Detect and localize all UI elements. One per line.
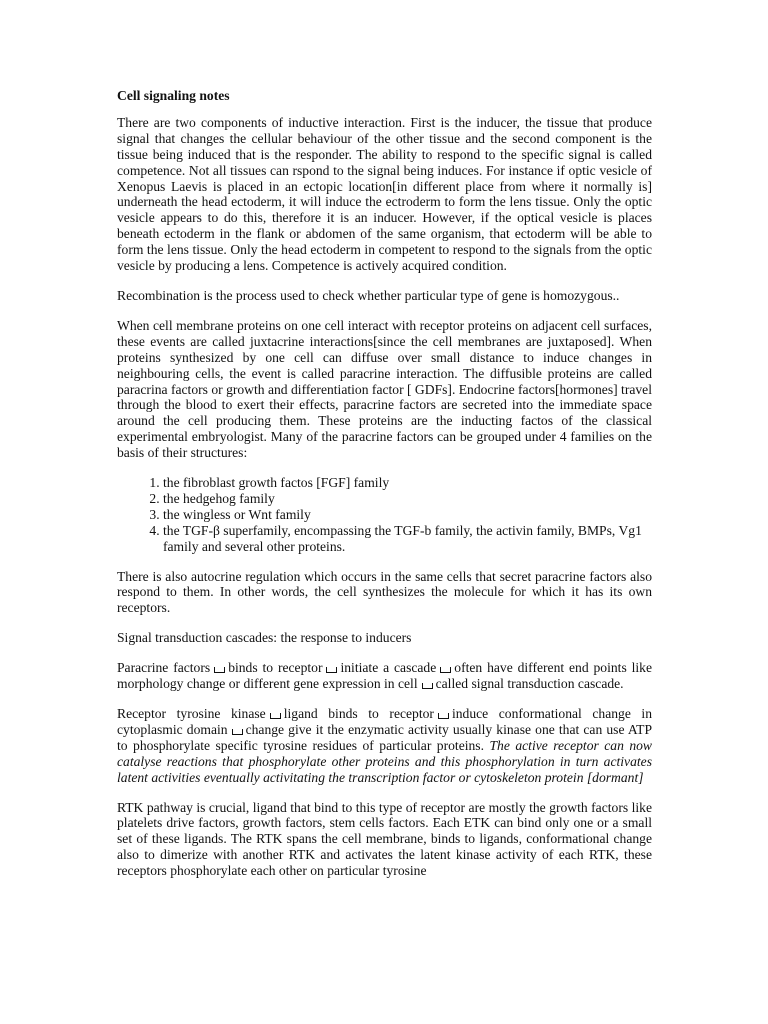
paragraph-juxtacrine-paracrine: When cell membrane proteins on one cell interact with receptor proteins on adjacent cell surfaces, these events are called juxtacrine interactions[since the cell membranes are juxtaposed]. When proteins synthesized by one cell can diffuse over small distance to induce changes in neighbouring cells, the event is called paracrine interaction. The diffusible proteins are called paracrina factors or growth and differentiation factor [ GDFs]. Endocrine factors[hormones] travel through the blood to exert their effects, paracrine factors are secreted into the immediate space around the cell producing them. These proteins are the inducting factos of the classical experimental embryologist. Many of the paracrine factors can be grouped under 4 families on the basis of their structures: <box>117 317 652 461</box>
paragraph-paracrine-cascade <box>117 660 652 692</box>
list-item: 4. the TGF-β superfamily, encompassing the TGF-b family, the activin family, BMPs, Vg1 family and several other proteins. <box>163 523 652 555</box>
paragraph-rtk-pathway: RTK pathway is crucial, ligand that bind to this type of receptor are mostly the growth factors like platelets drive factors, growth factors, stem cells factors. Each ETK can bind only one or a small set of these ligands. The RTK spans the cell membrane, binds to ligands, conformational change also to dimerize with another RTK and activates the latent kinase activity of each RTK, these receptors phosphorylate each other on particular tyrosine <box>117 799 652 879</box>
text-segment: change give it the enzymatic activity usually kinase one that can use ATP to phosphorylate specific tyrosine residues of particular proteins. <box>117 721 653 753</box>
paragraph-receptor-tyrosine-kinase <box>117 706 652 786</box>
text-segment: often have different end points like morphology change or different gene expression in cell <box>117 660 652 692</box>
paragraph-inductive-interaction: There are two components of inductive interaction. First is the inducer, the tissue that produce signal that changes the cellular behaviour of the other tissue and the second component is the tissue being induced that is the responder. The ability to respond to the specific signal is called competence. Not all tissues can rspond to the signal being induces. For instance if optic vesicle of Xenopus Laevis is placed in an ectopic location[in different place from where it normally is] underneath the head ectoderm, it will induce the ectroderm to form the lens tissue. Only the optic vesicle appears to do this, therefore it is an inducer. However, if the optical vesicle is places beneath ectoderm in the flank or abdomen of the same organism, that ectoderm will be able to form the lens tissue. Only the head ectoderm in competent to respond to the signals from the optic vesicle by producing a lens. Competence is actively acquired condition. <box>117 114 652 274</box>
arrow-icon <box>422 683 433 689</box>
paracrine-families-list <box>117 475 652 555</box>
arrow-icon <box>270 713 281 719</box>
section-heading-signal-transduction: Signal transduction cascades: the response to inducers <box>117 630 412 646</box>
arrow-icon <box>438 713 449 719</box>
arrow-icon <box>326 667 337 673</box>
arrow-icon <box>232 729 243 735</box>
text-segment: Paracrine factors <box>117 660 211 676</box>
text-segment: ligand binds to receptor <box>283 706 434 721</box>
list-item: 3. the wingless or Wnt family <box>163 507 652 523</box>
text-segment: called signal transduction cascade. <box>435 676 624 692</box>
paragraph-recombination: Recombination is the process used to check whether particular type of gene is homozygous.. <box>117 287 620 303</box>
list-item: 2. the hedgehog family <box>163 491 652 507</box>
text-segment: initiate a cascade <box>340 660 437 676</box>
text-segment: Receptor tyrosine kinase <box>117 706 266 721</box>
text-segment: induce conformational change in cytoplasmic domain <box>117 706 652 737</box>
text-segment: binds to receptor <box>228 660 323 676</box>
document-title: Cell signaling notes <box>117 88 230 103</box>
italic-note: The active receptor can now catalyse reactions that phosphorylate other proteins and this phosphorylation in turn activates latent activities eventually activitating the transcription factor or cytoskeleton protein [dormant] <box>117 737 652 785</box>
paragraph-autocrine: There is also autocrine regulation which occurs in the same cells that secret paracrine factors also respond to them. In other words, the cell synthesizes the molecule for which it has its own receptors. <box>117 568 652 616</box>
arrow-icon <box>440 667 451 673</box>
arrow-icon <box>214 667 225 673</box>
list-item: 1. the fibroblast growth factos [FGF] family <box>163 475 652 491</box>
